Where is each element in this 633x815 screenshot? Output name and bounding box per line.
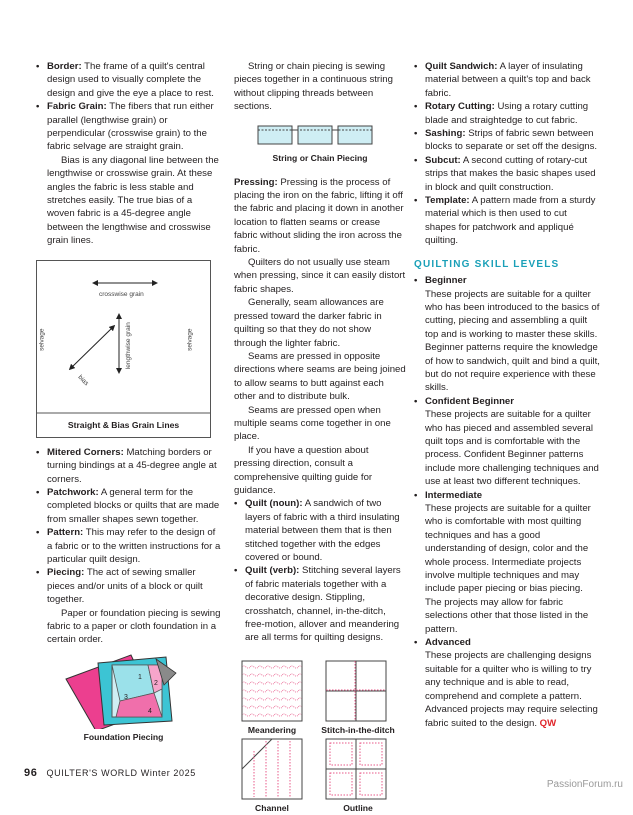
definition: Strips of fabric sewn between blocks to separate or set off the designs. (425, 128, 598, 153)
piece-number-3: 3 (124, 693, 128, 701)
column-2 (234, 60, 406, 815)
lengthwise-label: lengthwise grain (124, 321, 132, 369)
paragraph: Seams are pressed in opposite directions where seams are being joined to allow seams to butt against each other and to distribute bulk. (234, 350, 406, 403)
level-confident-text: These projects are suitable for a quilter who has pieced and assembled several quilt tops and is comfortable with the process. Confident Beginner patterns include more challenging techniques and use at least two different techniques. (425, 409, 599, 488)
definition: A pattern made from a sturdy material which is then used to cut shapes for patchwork and appliqué quilting. (425, 195, 596, 247)
level-advanced-title: • Advanced (414, 636, 600, 649)
page-number: 96 (24, 767, 38, 779)
crosswise-label: crosswise grain (99, 290, 144, 298)
glossary-quilt-verb (234, 564, 406, 644)
foundation-caption: Foundation Piecing (83, 731, 164, 742)
paragraph: String or chain piecing is sewing pieces together in a continuous string without clipping threads between sections. (234, 61, 393, 113)
term: Quilt Sandwich: (425, 61, 498, 72)
meandering-caption: Meandering (247, 724, 297, 735)
definition: Stitching several layers of fabric materials together with a decorative design. Stippling, crosshatch, channel, in-the-ditch, free-motion, allover and meandering are all terms for quilting designs. (245, 565, 401, 644)
glossary-border (36, 60, 222, 100)
definition: A general term for the completed blocks or quilts that are made from smaller shapes sewn together. (47, 486, 220, 525)
piece-number-1: 1 (138, 673, 142, 681)
term: Patchwork: (47, 486, 99, 498)
string-caption: String or Chain Piecing (272, 152, 368, 163)
glossary-subcut (414, 154, 600, 194)
paragraph: Bias is any diagonal line between the lengthwise or crosswise grain. At these angles the fabric is less stable and stretches easily. The true bias of a woven fabric is a 45-degree angle between the lengthwise and crosswise grain lines. (47, 154, 219, 247)
level-intermediate-text: These projects are suitable for a quilter who is comfortable with most quilting techniques and has a good understanding of design, color and the whole process. Intermediate projects involve multiple techniques and may include paper piecing or bias piecing. The projects may allow for fabric selections other that those listed in the pattern. (425, 503, 591, 635)
definition: The fibers that run either parallel (lengthwise grain) or perpendicular (crosswise grain) to the fabric selvage are straight grain. (47, 101, 214, 153)
glossary-sashing (414, 127, 600, 154)
glossary-piecing (36, 566, 222, 606)
glossary-mitered (36, 446, 222, 486)
paragraph: Quilters do not usually use steam when pressing, since it can easily distort fabric shapes. (234, 257, 406, 295)
paragraph: If you have a question about pressing direction, consult a comprehensive quilting guide for guidance. (234, 444, 373, 496)
definition: Matching borders or turning bindings at a 45-degree angle at corners. (47, 446, 217, 485)
term: Mitered Corners: (47, 446, 124, 458)
paragraph: Paper or foundation piecing is sewing fabric to a paper or cloth foundation in a certain order. (47, 607, 221, 646)
glossary-rotary-cutting (414, 100, 600, 127)
glossary-patchwork (36, 486, 222, 526)
definition: This may refer to the design of a fabric or to the written instructions for a particular quilt design. (47, 527, 221, 565)
outline-caption: Outline (343, 802, 373, 813)
term: Pressing: (234, 176, 278, 188)
definition: The act of sewing smaller pieces and/or units of a block or quilt together. (47, 567, 203, 606)
term: Fabric Grain: (47, 101, 107, 113)
term: Quilt (noun): (245, 498, 303, 510)
term: Pattern: (47, 527, 84, 539)
paragraph: Generally, seam allowances are pressed toward the darker fabric in quilting so that they do not show through the lighter fabric. (234, 297, 384, 349)
level-confident-title: • Confident Beginner (414, 395, 600, 408)
term: Quilt (verb): (245, 565, 300, 577)
page-footer (24, 767, 196, 779)
glossary-quilt-sandwich (414, 60, 600, 100)
piece-number-2: 2 (154, 679, 158, 687)
definition: A second cutting of rotary-cut strips that makes the basic shapes used in block and quilt construction. (425, 154, 596, 193)
term: Border: (47, 61, 82, 72)
foundation-piecing-figure (36, 649, 222, 741)
glossary-fabric-grain (36, 100, 222, 154)
skill-levels-heading: QUILTING SKILL LEVELS (414, 258, 560, 270)
glossary-pattern (36, 526, 222, 566)
paragraph: Seams are pressed open when multiple seams come together in one place. (234, 404, 391, 443)
watermark: PassionForum.ru (546, 779, 623, 790)
stitch-caption: Stitch-in-the-ditch (321, 724, 395, 735)
bias-label: bias (76, 373, 90, 387)
foundation-piecing-illustration (36, 649, 222, 729)
quilting-designs-figure (234, 655, 406, 815)
glossary-template (414, 194, 600, 248)
column-1 (36, 60, 222, 741)
glossary-quilt-noun (234, 497, 406, 564)
level-beginner-text: These projects are suitable for a quilter who has been introduced to the basics of cutting, piecing and assembling a quilt top and is working to master these skills. Beginner patterns require the knowledge of how to sandwich, quilt and bind a quilt, but do not require experience with these skills. (425, 288, 600, 394)
level-beginner-title: • Beginner (414, 274, 600, 287)
definition: A sandwich of two layers of fabric with a third insulating material between them that is then stitched together with the edges covered or bound. (245, 498, 400, 563)
term: Piecing: (47, 567, 85, 579)
selvage-left-label: selvage (38, 328, 46, 351)
column-3 (414, 60, 600, 730)
term: Subcut: (425, 154, 461, 166)
term: Sashing: (425, 128, 466, 140)
definition: The frame of a quilt's central design used to visually complete the design and give the eye a place to rest. (47, 61, 214, 99)
grain-caption: Straight & Bias Grain Lines (67, 419, 180, 430)
glossary-pressing (234, 176, 406, 256)
string-piecing-illustration (234, 122, 406, 148)
end-mark: QW (539, 717, 557, 729)
definition: Using a rotary cutting blade and straightedge to cut fabric. (425, 101, 589, 126)
term: Template: (425, 195, 470, 207)
piece-number-4: 4 (148, 707, 152, 715)
level-intermediate-title: • Intermediate (414, 489, 600, 502)
issue-label: Winter 2025 (140, 768, 196, 778)
channel-caption: Channel (255, 802, 289, 813)
definition: Pressing is the process of placing the iron on the fabric, lifting it off the fabric and placing it down in another location to flatten seams or crease fabric without sliding the iron across the fabric. (234, 176, 404, 255)
definition: A layer of insulating material between a quilt's top and back fabric. (425, 61, 591, 99)
level-advanced-text: These projects are challenging designs suitable for a quilter who is willing to try any technique and is able to read, comprehend and complete a pattern. Advanced projects may require selecting fabric suited to the design. (425, 650, 598, 729)
grain-diagram (36, 260, 211, 438)
level-advanced-text-block (414, 649, 600, 729)
term: Rotary Cutting: (425, 101, 495, 113)
string-piecing-figure (234, 120, 406, 170)
selvage-right-label: selvage (186, 328, 194, 351)
magazine-name: QUILTER'S WORLD (46, 768, 138, 778)
